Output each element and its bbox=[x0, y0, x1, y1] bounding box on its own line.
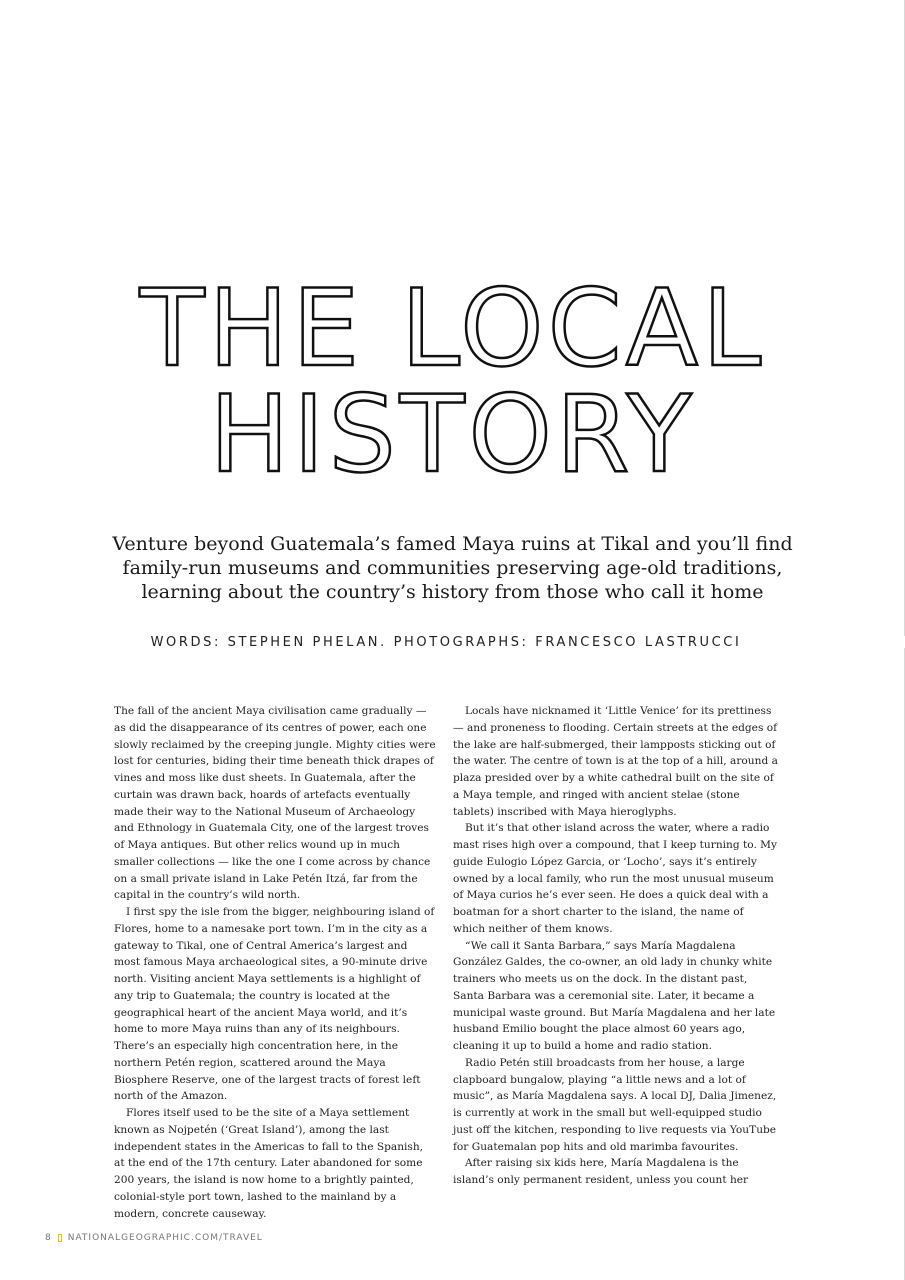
body-paragraph: I first spy the isle from the bigger, neighbouring island of Flores, home to a namesake port town. I’m in the city as a gateway to Tikal, one of Central America’s largest and most famous Maya archaeological sites, a 90-minute drive north. Visiting ancient Maya settlements is a highlight of any trip to Guatemala; the country is located at the geographical heart of the ancient Maya world, and it’s home to more Maya ruins than any of its neighbours. There’s an especially high concentration here, in the northern Petén region, scattered around the Maya Biosphere Reserve, one of the largest tracts of forest left north of the Amazon. bbox=[114, 906, 435, 1103]
body-paragraph: Radio Petén still broadcasts from her house, a large clapboard bungalow, playing “a little news and a lot of music”, as María Magdalena says. A local DJ, Dalia Jimenez, is currently at work in the small but well-equipped studio just off the kitchen, responding to live requests via YouTube for Guatemalan pop hits and old marimba favourites. bbox=[453, 1056, 777, 1153]
body-column-left bbox=[114, 703, 436, 1222]
body-paragraph: Flores itself used to be the site of a Maya settlement known as Nojpetén (‘Great Island’), among the last independent states in the Americas to fall to the Spanish, at the end of the 17th century. Later abandoned for some 200 years, the island is now home to a brightly painted, colonial-style port town, lashed to the mainland by a modern, concrete causeway. bbox=[114, 1107, 424, 1220]
body-column-right bbox=[453, 703, 778, 1189]
body-paragraph: Locals have nicknamed it ‘Little Venice’ for its prettiness — and proneness to flooding. Certain streets at the edges of the lake are half-submerged, their lampposts sticking out of the water. The centre of town is at the top of a hill, around a plaza presided over by a white cathedral built on the site of a Maya temple, and ringed with ancient stelae (stone tablets) inscribed with Maya hieroglyphs. bbox=[453, 705, 778, 818]
headline-line-1: THE LOCAL bbox=[139, 267, 766, 390]
footer-yellow-border-icon bbox=[58, 1234, 62, 1242]
body-paragraph: The fall of the ancient Maya civilisation came gradually — as did the disappearance of its centres of power, each one slowly reclaimed by the creeping jungle. Mighty cities were lost for centuries, biding their time beneath thick drapes of vines and moss like dust sheets. In Guatemala, after the curtain was drawn back, hoards of artefacts eventually made their way to the National Museum of Archaeology and Ethnology in Guatemala City, one of the largest troves of Maya antiques. But other relics wound up in much smaller collections — like the one I come across by chance on a small private island in Lake Petén Itzá, far from the capital in the country’s wild north. bbox=[114, 705, 436, 902]
standfirst: Venture beyond Guatemala’s famed Maya ruins at Tikal and you’ll find family-run museums and communities preserving age-old traditions, learning about the country’s history from those who call it home bbox=[112, 533, 793, 603]
headline bbox=[0, 267, 905, 496]
body-paragraph: “We call it Santa Barbara,” says María Magdalena González Galdes, the co-owner, an old lady in chunky white trainers who meets us on the dock. In the distant past, Santa Barbara was a ceremonial site. Later, it became a municipal waste ground. But María Magdalena and her late husband Emilio bought the place almost 60 years ago, cleaning it up to build a home and radio station. bbox=[453, 939, 776, 1052]
page-footer bbox=[45, 1233, 263, 1243]
body-paragraph: After raising six kids here, María Magdalena is the island’s only permanent resident, unless you count her bbox=[453, 1157, 749, 1186]
page-number: 8 bbox=[45, 1233, 52, 1243]
byline-credits: WORDS: STEPHEN PHELAN. PHOTOGRAPHS: FRANCESCO LASTRUCCI bbox=[150, 635, 742, 650]
footer-site-url: NATIONALGEOGRAPHIC.COM/TRAVEL bbox=[67, 1233, 263, 1243]
body-paragraph: But it’s that other island across the water, where a radio mast rises high over a compound, that I keep turning to. My guide Eulogio López Garcia, or ‘Locho’, says it’s entirely owned by a local family, who run the most unusual museum of Maya curios he’s ever seen. He does a quick deal with a boatman for a short charter to the island, the name of which neither of them knows. bbox=[453, 822, 778, 935]
headline-line-2: HISTORY bbox=[209, 373, 696, 496]
